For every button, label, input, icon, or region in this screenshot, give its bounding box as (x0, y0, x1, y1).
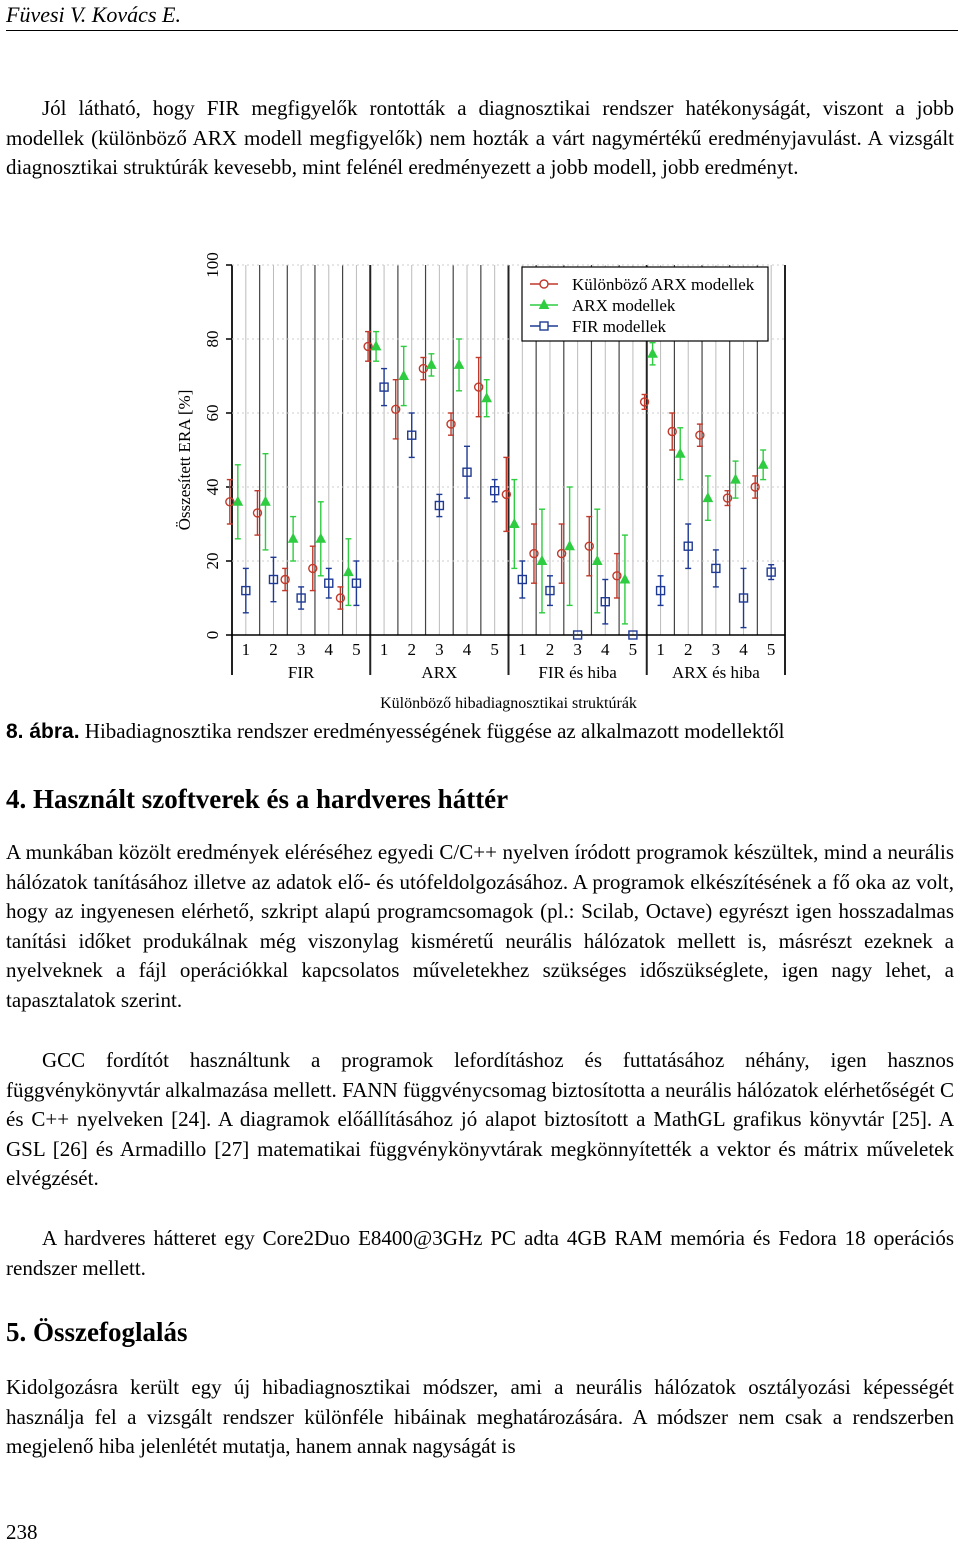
page-number: 238 (6, 1520, 38, 1544)
figure-caption (6, 719, 956, 744)
x-group-label: ARX (421, 663, 458, 682)
x-tick-label: 1 (241, 640, 251, 659)
running-header (6, 0, 958, 31)
data-point-triangle (427, 360, 436, 369)
y-tick-label: 100 (203, 252, 222, 278)
y-tick-label: 40 (203, 478, 222, 496)
data-point-triangle (482, 393, 491, 402)
x-tick-label: 4 (324, 640, 334, 659)
x-tick-label: 2 (545, 640, 555, 659)
x-group-label: FIR (287, 663, 315, 682)
figure-label: 8. ábra. (6, 720, 80, 743)
figure-chart (0, 245, 960, 715)
data-point-triangle (344, 567, 353, 576)
section5-heading: 5. Összefoglalás (6, 1317, 188, 1347)
x-tick-label: 3 (573, 640, 582, 659)
x-tick-label: 5 (352, 640, 361, 659)
data-point-triangle (316, 534, 325, 543)
data-point-triangle (648, 349, 657, 358)
legend-label: Különböző ARX modellek (572, 275, 755, 294)
x-tick-label: 4 (601, 640, 610, 659)
y-tick-label: 80 (203, 330, 222, 348)
data-point-triangle (565, 541, 574, 550)
x-tick-label: 5 (628, 640, 638, 659)
data-point-triangle (372, 341, 381, 350)
legend-label: ARX modellek (572, 296, 676, 315)
data-point-triangle (399, 371, 408, 380)
y-tick-label: 60 (203, 404, 222, 422)
x-tick-label: 4 (739, 640, 748, 659)
running-head-text: Füvesi V. Kovács E. (6, 2, 181, 27)
data-point-triangle (703, 493, 712, 502)
x-axis-label: Különböző hibadiagnosztikai struktúrák (380, 695, 637, 712)
x-tick-label: 1 (379, 640, 389, 659)
section4-paragraph-1: A munkában közölt eredmények eléréséhez egyedi C/C++ nyelven íródott programok készültek, mind a neurális hálózatok tanításához illetve az adatok elő- és utófeldolgozásához. A programok elkészítésének a fő oka az volt, hogy az ingyenesen elérhető, szkript alapú programcsomagok (pl.: Scilab, Octave) egyrészt igen hosszadalmas tanítási időket produkálnak még viszonylag kisméretű neurális hálózatok mellett is, másrészt ezeknek a nyelveknek a fájl operációkkal kapcsolatos műveletekhez szükséges időszükséglete, igen nagy lehet, a tapasztalatok szerint. (6, 840, 954, 1012)
data-point-triangle (289, 534, 298, 543)
x-tick-label: 1 (518, 640, 527, 659)
data-point-triangle (759, 460, 768, 469)
legend-label: FIR modellek (572, 317, 666, 336)
y-tick-label: 20 (203, 552, 222, 570)
section4-paragraph-2: GCC fordítót használtunk a programok lefordításhoz és futtatásához néhány, igen hasznos függvénykönyvtár alkalmazása mellett. FANN függvénycsomag biztosította a neurális hálózatok elérhetőségét C és C++ nyelveken [24]. A diagramok előállításához jó alapot biztosított a MathGL grafikus könyvtár [25]. A GSL [26] és Armadillo [27] matematikai függvénykönyvtárak megkönnyítették a vektor és mátrix műveletek elvégzését. (6, 1048, 954, 1190)
intro-paragraph: Jól látható, hogy FIR megfigyelők rontották a diagnosztikai rendszer hatékonyságát, viszont a jobb modellek (különböző ARX modell megfigyelők) nem hozták a várt nagymértékű eredményjavulást. A vizsgált diagnosztikai struktúrák kevesebb, mint felénél eredményezett a jobb modell, jobb eredményt. (6, 96, 954, 179)
x-tick-label: 2 (407, 640, 416, 659)
data-point-triangle (510, 519, 519, 528)
data-point-triangle (731, 475, 740, 484)
legend-marker-square (540, 322, 548, 330)
y-tick-label: 0 (203, 630, 222, 640)
data-point-triangle (233, 497, 242, 506)
y-axis-label: Összesített ERA [%] (175, 389, 194, 531)
x-tick-label: 4 (462, 640, 472, 659)
section4-heading: 4. Használt szoftverek és a hardveres háttér (6, 784, 509, 814)
x-group-label: ARX és hiba (671, 663, 760, 682)
data-point-triangle (676, 449, 685, 458)
x-group-label: FIR és hiba (538, 663, 617, 682)
data-point-triangle (620, 575, 629, 584)
data-point-triangle (593, 556, 602, 565)
x-tick-label: 2 (683, 640, 693, 659)
data-point-triangle (261, 497, 270, 506)
section4-paragraph-3: A hardveres hátteret egy Core2Duo E8400@3GHz PC adta 4GB RAM memória és Fedora 18 operációs rendszer mellett. (6, 1226, 954, 1280)
data-point-triangle (537, 556, 546, 565)
x-tick-label: 3 (296, 640, 306, 659)
section5-paragraph-1: Kidolgozásra került egy új hibadiagnosztikai módszer, ami a neurális hálózatok osztályozási képességét használja fel a vizsgált rendszer különféle hibáinak meghatározására. A módszer nem csak a rendszerben megjelenő hiba jelenlétét mutatja, hanem annak nagyságát is (6, 1375, 954, 1458)
x-tick-label: 2 (269, 640, 278, 659)
x-tick-label: 3 (711, 640, 721, 659)
figure-caption-text: Hibadiagnosztika rendszer eredményességének függése az alkalmazott modellektől (84, 719, 785, 743)
x-tick-label: 1 (656, 640, 665, 659)
legend-marker-circle (540, 280, 548, 288)
x-tick-label: 5 (490, 640, 499, 659)
x-tick-label: 3 (435, 640, 444, 659)
data-point-triangle (455, 360, 464, 369)
x-tick-label: 5 (766, 640, 776, 659)
